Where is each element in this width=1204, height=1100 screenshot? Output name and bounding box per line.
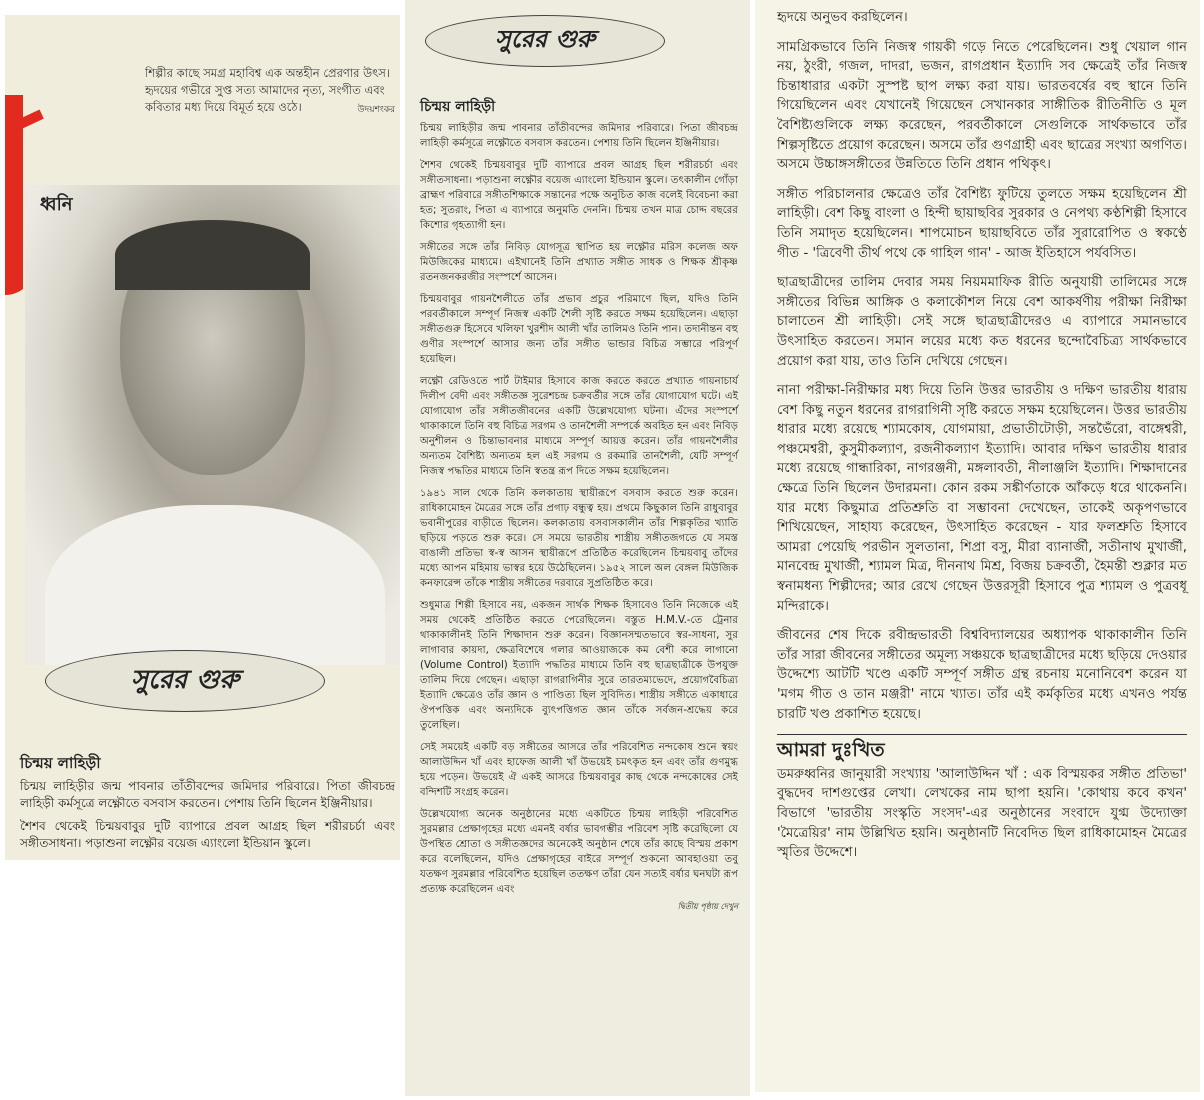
portrait-shirt [45,505,385,665]
middle-clipping [405,0,750,1096]
paragraph: শুধুমাত্র শিল্পী হিসাবে নয়, একজন সার্থক শিক্ষক হিসাবেও তিনি নিজেকে এই সময় থেকেই প্রতিষ্ঠিত করতে পেরেছিলেন। বস্তুত H.M.V.-তে ট্রেনার থাকাকালীনই তিনি শিক্ষাদান শুরু করেন। বিজ্ঞানসম্মতভাবে স্বর-সাধনা, সুর লাগাবার কায়দা, ক্ষেত্রবিশেষে গলার আওয়াজকে কম বেশী করে লাগানো (Volume Control) ইত্যাদি পদ্ধতির মাধ্যমে তিনি বহু ছাত্রছাত্রীকে উপযুক্ত তালিম দিয়ে গেছেন। এছাড়া রাগরাগিনীর সুরে তারতম্যভেদে, প্রয়োগবৈচিত্র্য ইত্যাদি ক্ষেত্রেও তাঁর জ্ঞান ও পাণ্ডিত্য ছিল সুবিদিত। শাস্ত্রীয় সঙ্গীতে একাধারে ঔপপত্তিক এবং অন্যদিকে ব্যুৎপত্তিগত জ্ঞান তাঁকে সর্বজন-শ্রদ্ধেয় করে তুলেছিল। [420,600,738,731]
paragraph: জীবনের শেষ দিকে রবীন্দ্রভারতী বিশ্ববিদ্যালয়ের অধ্যাপক থাকাকালীন তিনি তাঁর সারা জীবনের সঙ্গীতের অমূল্য সঞ্চয়কে ছাত্রছাত্রীদের মধ্যে ছড়িয়ে দেওয়ার উদ্দেশ্যে আটটি খণ্ডে একটি সম্পূর্ণ সঙ্গীত গ্রন্থ রচনায় মনোনিবেশ করেন যা 'মগম গীত ও তান মঞ্জরী' নামে খ্যাত। তাঁর এই কর্মকৃতির মধ্যে এখনও পর্যন্ত চারটি খণ্ড প্রকাশিত হয়েছে। [777,628,1187,722]
quote-text: শিল্পীর কাছে সমগ্র মহাবিশ্ব এক অন্তহীন প্রেরণার উৎস। হৃদয়ের গভীরে সুপ্ত সত্য আমাদের নৃত্য, সংগীত এবং কবিতার মধ্য দিয়ে বিমূর্ত হয়ে ওঠে। [145,66,390,114]
right-clipping [755,0,1200,1092]
quote-block [145,65,395,119]
apology-text: ডমরুধ্বনির জানুয়ারী সংখ্যায় 'আলাউদ্দিন খাঁ : এক বিস্ময়কর সঙ্গীত প্রতিভা' বুদ্ধদেব দাশগুপ্তের লেখা। লেখকের নাম ছাপা হয়নি। 'কোথায় কবে কখন' বিভাগে 'ভারতীয় সংস্কৃতি সংসদ'-এর অনুষ্ঠানের সংবাদে যুগ্ম উদ্যোক্তা 'মৈত্রেয়ির' নাম উল্লিখিত হয়নি। অনুষ্ঠানটি নিবেদিত ছিল রাধিকামোহন মৈত্রের স্মৃতির উদ্দেশে। [777,766,1187,861]
paragraph: সামগ্রিকভাবে তিনি নিজস্ব গায়কী গড়ে নিতে পেরেছিলেন। শুধু খেয়াল গান নয়, ঠুংরী, গজল, দাদরা, ভজন, রাগপ্রধান ইত্যাদি সব ক্ষেত্রেই তাঁর নিজস্ব চিন্তাধারার একটা সুস্পষ্ট ছাপ লক্ষ্য করা যায়। ভারতবর্ষের বহু স্থানে তিনি গিয়েছিলেন এবং যেখানেই গিয়েছেন সেখানকার সাঙ্গীতিক রীতিনীতি ও মূল বৈশিষ্ট্যগুলিকে লক্ষ্য করেছেন, পরবর্তীকালে সেগুলিকে সার্থকভাবে তাঁর শিল্পসৃষ্টিতে প্রয়োগ করেছেন। অসমে তাঁর গুণগ্রাহী এবং ছাত্রের সংখ্যা অগণিত। অসমে উচ্চাঙ্গসঙ্গীতের উন্নতিতে তিনি প্রধান পথিকৃৎ। [777,39,1187,173]
quote-author: উদয়শংকর [357,105,395,115]
paragraph: চিন্ময় লাহিড়ীর জন্ম পাবনার তাঁতীবন্দের জমিদার পরিবারে। পিতা জীবচন্দ্র লাহিড়ী কর্মসূত্রে লক্ষ্ণৌতে বসবাস করতেন। পেশায় তিনি ছিলেন ইঞ্জিনীয়ার। [420,123,738,149]
section-logo: সুরের গুরু [425,15,665,67]
paragraph: ছাত্রছাত্রীদের তালিম দেবার সময় নিয়মমাফিক রীতি অনুযায়ী তালিমের সঙ্গে সঙ্গীতের বিভিন্ন আঙ্গিক ও কলাকৌশল নিয়ে বেশ আকর্ষণীয় পরীক্ষা নিরীক্ষা চালাতেন শ্রী লাহিড়ী। সেই সঙ্গে ছাত্রছাত্রীদেরও এ ব্যাপারে সমানভাবে উৎসাহিত করতেন। সমান লয়ের মধ্যে কত ধরনের ছন্দোবৈচিত্র্য সার্থকভাবে প্রয়োগ করা যায়, তাও তিনি দেখিয়ে গেছেন। [777,275,1187,369]
paragraph: নানা পরীক্ষা-নিরীক্ষার মধ্য দিয়ে তিনি উত্তর ভারতীয় ও দক্ষিণ ভারতীয় ধারায় বেশ কিছু নতুন ধরনের রাগরাগিনী সৃষ্টি করতে সক্ষম হয়েছিলেন। উত্তর ভারতীয় ধারার মধ্যে রয়েছে শ্যামকোষ, যোগমায়া, প্রভাতীটোড়ী, সন্তভৈঁরো, বাঙ্গেশ্বরী, পঞ্চমেশ্বরী, কুসুমীকল্যাণ, রজনীকল্যাণ ইত্যাদি। আবার দক্ষিণ ভারতীয় ধারার মধ্যে রয়েছে গান্ধারিকা, নাগরঞ্জনী, মঙ্গলাবতী, নীলাঞ্জলি ইত্যাদি। শিক্ষাদানের ক্ষেত্রে তিনি ছিলেন উদারমনা। কোন রকম সঙ্কীর্ণতাকে আঁকড়ে ধরে থাকেননি। যার মধ্যে কিছুমাত্র প্রতিশ্রুতি বা সম্ভাবনা দেখেছেন, তাকেই অকৃপণভাবে শিখিয়েছেন, সাহায্য করেছেন, উৎসাহিত করেছেন - যার ফলশ্রুতি হিসাবে আমরা পেয়েছি পরভীন সুলতানা, শিপ্রা বসু, মীরা ব্যানার্জী, সতীনাথ মুখার্জী, মানবেন্দ্র মুখার্জী, শ্যামল মিত্র, দীননাথ মিশ্র, বিজয় চক্রবর্তী, হৈমন্তী শুক্লার মত স্বনামধন্য শিল্পীদের; আর রেখে গেছেন উত্তরসূরী হিসাবে পুত্র শ্যামল ও পুত্রবধূ মন্দিরাকে। [777,383,1187,614]
portrait-hair [115,220,310,290]
paragraph: চিন্ময় লাহিড়ীর জন্ম পাবনার তাঁতীবন্দের জমিদার পরিবারে। পিতা জীবচন্দ্র লাহিড়ী কর্মসূত্রে লক্ষ্ণৌতে বসবাস করতেন। পেশায় তিনি ছিলেন ইঞ্জিনীয়ার। [20,779,395,810]
paragraph: উল্লেখযোগ্য অনেক অনুষ্ঠানের মধ্যে একটিতে চিন্ময় লাহিড়ী পরিবেশিত সুরমল্লার প্রেক্ষাগৃহের মধ্যে এমনই বর্ষার ভাবগম্ভীর পরিবেশ সৃষ্টি করেছিলো যে উপস্থিত শ্রোতা ও সঙ্গীতজ্ঞদের অনেকেই অনুষ্ঠান শেষে তাঁর কাছে বিস্ময় প্রকাশ করে বলেছিলেন, যদিও প্রেক্ষাগৃহের বাইরে সম্পূর্ণ শুকনো আবহাওয়া তবু যতক্ষণ সুরমল্লার পরিবেশিত হয়েছিল ততক্ষণ তাঁরা যেন সত্যই বর্ষার ঘনঘটা রূপ প্রত্যক্ষ করেছিলেন এবং [420,809,738,895]
article-title: চিন্ময় লাহিড়ী [420,99,496,115]
left-clipping [5,15,400,860]
paragraph: ১৯৪১ সাল থেকে তিনি কলকাতায় স্থায়ীরূপে বসবাস করতে শুরু করেন। রাধিকামোহন মৈত্রের সঙ্গে তাঁর প্রগাঢ় বন্ধুত্ব হয়। প্রথমে কিছুকাল তিনি রাধুবাবুর ভবানীপুরের বাড়ীতে ছিলেন। কলকাতায় বসবাসকালীন তাঁর শিল্পকৃতির খ্যাতি ছড়িয়ে পড়তে শুরু করে। সে সময়ে ভারতীয় শাস্ত্রীয় সঙ্গীতজগতে যে সমস্ত বাঙালী প্রতিভা স্ব-স্ব আসন স্থায়ীরূপে প্রতিষ্ঠিত করেছিলেন চিন্ময়বাবু তাঁদের মধ্যে আপন মহিমায় ভাস্বর হয়ে উঠেছিলেন। ১৯৫২ সালে অল বেঙ্গল মিউজিক কনফারেন্স তাঁকে শাস্ত্রীয় সঙ্গীতের দরবারে সুপ্রতিষ্ঠিত করে। [420,488,738,589]
paragraph: শৈশব থেকেই চিন্ময়বাবুর দুটি ব্যাপারে প্রবল আগ্রহ ছিল শরীরচর্চা এবং সঙ্গীতসাধনা। পড়াশুনা লক্ষ্ণৌর বয়েজ এ্যাংলো ইন্ডিয়ান স্কুলে। তৎকালীন গোঁড়া ব্রাহ্মণ পরিবারে সঙ্গীতশিক্ষাকে সন্তানের পক্ষে অনুচিত কাজ বলেই বিবেচনা করা হত; সুতরাং, পিতা এ ব্যাপারে অনুমতি দেননি। চিন্ময় তখন মাত্র চোদ্দ বছরের কিশোর গৃহত্যাগী হন। [420,160,738,231]
divider [777,734,1187,735]
paragraph: হৃদয়ে অনুভব করছিলেন। [777,10,908,25]
article-title: চিন্ময় লাহিড়ী [20,754,101,772]
portrait-photo [25,185,400,665]
middle-article [420,100,738,914]
section-logo: সুরের গুরু [45,650,325,712]
paragraph: শৈশব থেকেই চিন্ময়বাবুর দুটি ব্যাপারে প্রবল আগ্রহ ছিল শরীরচর্চা এবং সঙ্গীতসাধনা। পড়াশুনা লক্ষ্ণৌর বয়েজ এ্যাংলো ইন্ডিয়ান স্কুলে। [20,819,395,850]
paragraph: লক্ষ্ণৌ রেডিওতে পার্ট টাইমার হিসাবে কাজ করতে করতে প্রখ্যাত গায়নাচার্য দিলীপ বেদী এবং সঙ্গীতজ্ঞ সুরেশচন্দ্র চক্রবর্তীর সঙ্গে তাঁর যোগাযোগ ঘটে। এই যোগাযোগ তাঁর সঙ্গীতজীবনের একটি উল্লেখযোগ্য ঘটনা। এঁদের সংস্পর্শে থাকাকালে তিনি বহু বিচিত্র সরগম ও তানশৈলী সম্পর্কে অবহিত হন এবং নিবিড় অনুশীলন ও চিন্তাভাবনার মাধ্যমে সম্পূর্ণ আয়ত্ত করেন। তাঁর গায়নশৈলীর অন্যতম বৈশিষ্ট্য অন্যতম হল এই সরগম ও রকমারি তানশৈলী, যেটি সম্পূর্ণ নিজস্ব পদ্ধতির মাধ্যমে তিনি স্বতন্ত্র রূপ দিতে সক্ষম হয়েছিলেন। [420,376,738,477]
masthead-word: ধ্বনি [40,194,73,215]
left-article [20,755,395,852]
apology-title: আমরা দুঃখিত [777,739,885,762]
paragraph: চিন্ময়বাবুর গায়নশৈলীতে তাঁর প্রভাব প্রচুর পরিমাণে ছিল, যদিও তিনি পরবর্তীকালে সম্পূর্ণ নিজস্ব একটি শৈলী সৃষ্টি করতে সক্ষম হয়েছিলেন। এছাড়া সঙ্গীতগুরু হিসেবে খলিফা খুরশীদ আলী খাঁর তালিমও তিনি পান। তদানীন্তন বহু গুণীর সংস্পর্শে আসার জন্য তাঁর সঙ্গীত ভান্ডার বিচিত্র সম্ভারে পরিপূর্ণ হয়েছিল। [420,294,738,365]
paragraph: সেই সময়েই একটি বড় সঙ্গীতের আসরে তাঁর পরিবেশিত নন্দকোষ শুনে স্বয়ং আলাউদ্দিন খাঁ এবং হাফেজ আলী খাঁ উভয়েই চমৎকৃত হন এবং তাঁর গুণমুগ্ধ হয়ে পড়েন। উভয়েই ঐ একই আসরে চিন্ময়বাবুর কাছ থেকে নন্দকোষের সেই বন্দিশটি সংগ্রহ করেন। [420,742,738,798]
right-article [777,8,1187,873]
continued-note: দ্বিতীয় পৃষ্ঠায় দেখুন [677,902,738,911]
paragraph: সঙ্গীতের সঙ্গে তাঁর নিবিড় যোগসূত্র স্থাপিত হয় লক্ষ্ণৌর মরিস কলেজ অফ মিউজিকের মাধ্যমে। এইখানেই তিনি প্রখ্যাত সঙ্গীত সাধক ও শিক্ষক শ্রীকৃষ্ণ রতনজনকরজীর সংস্পর্শে আসেন। [420,242,738,283]
paragraph: সঙ্গীত পরিচালনার ক্ষেত্রেও তাঁর বৈশিষ্ট্য ফুটিয়ে তুলতে সক্ষম হয়েছিলেন শ্রী লাহিড়ী। বেশ কিছু বাংলা ও হিন্দী ছায়াছবির সুরকার ও নেপথ্য কণ্ঠশিল্পী হিসাবে তিনি সমাদৃত হয়েছিলেন। শাপমোচন ছায়াছবিতে তাঁর সুরারোপিত ও স্বকণ্ঠে গীত - 'ত্রিবেণী তীর্থ পথে কে গাহিল গান' - আজ ইতিহাসে পর্যবসিত। [777,186,1187,261]
